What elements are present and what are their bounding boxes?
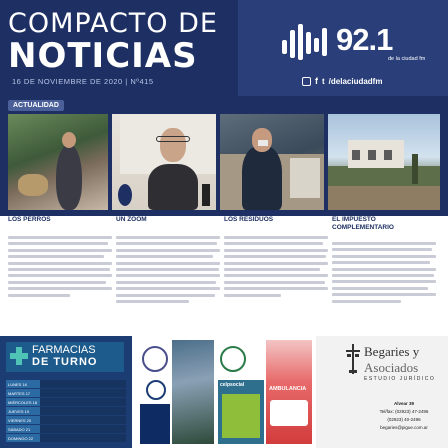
twitter-icon[interactable]: t (322, 76, 325, 86)
legal-name-line2: Asociados (364, 360, 419, 375)
news-section (0, 96, 448, 216)
newsletter-header (0, 0, 448, 96)
article-body-zoom (116, 236, 220, 306)
article-photo-zoom[interactable] (112, 114, 216, 210)
legal-contact (364, 400, 444, 432)
article-photo-dogs[interactable] (8, 114, 108, 210)
article-title-waste[interactable]: LOS RESIDUOS (224, 216, 274, 223)
pharmacy-ad-header (6, 342, 124, 372)
legal-firm-ad[interactable] (316, 336, 448, 448)
legal-address: Alvear 39 (393, 401, 414, 406)
sponsor-logo-1[interactable] (142, 346, 168, 372)
instagram-icon[interactable] (302, 77, 311, 86)
pharmacy-ad[interactable] (0, 336, 132, 448)
sponsor-logo-2[interactable] (146, 380, 166, 400)
issue-date: 16 DE NOVIEMBRE DE 2020 | Nº415 (12, 77, 154, 86)
pharmacy-schedule (6, 380, 126, 443)
radio-logo-area (238, 0, 448, 96)
sponsor-celpsocial[interactable] (218, 380, 264, 444)
pharmacy-row: MIÉRCOLES 18 (6, 398, 126, 406)
article-title-tax-line1: EL IMPUESTO (332, 216, 376, 223)
pharmacy-row: DOMINGO 22 (6, 434, 126, 442)
sponsors-ad[interactable] (134, 336, 314, 448)
pharmacy-row: JUEVES 19 (6, 407, 126, 415)
legal-email[interactable]: begaries@pigue.com.ar (380, 425, 428, 430)
sponsor-logo-coop[interactable] (220, 346, 246, 372)
pharmacy-cross-icon (10, 347, 28, 365)
pharmacy-row: MARTES 17 (6, 389, 126, 397)
pharmacy-row: LUNES 16 (6, 380, 126, 388)
facebook-icon[interactable]: f (315, 76, 318, 86)
pharmacy-title1: FARMACIAS (32, 344, 96, 356)
article-title-dogs[interactable]: LOS PERROS (8, 216, 51, 223)
pharmacy-row: SÁBADO 21 (6, 425, 126, 433)
header-title-line1: COMPACTO DE (8, 8, 218, 39)
legal-subtitle: ESTUDIO JURÍDICO (364, 376, 436, 382)
section-label: ACTUALIDAD (8, 100, 64, 111)
article-title-zoom[interactable]: UN ZOOM (116, 216, 147, 223)
legal-name-line1: Begaries y (364, 344, 420, 359)
legal-phone2[interactable]: (02923) 40-2496 (387, 417, 421, 422)
sponsor-promo[interactable] (140, 404, 170, 444)
radio-frequency: 92.1 (336, 22, 393, 57)
article-photo-tax[interactable] (328, 114, 440, 210)
article-photo-waste[interactable] (220, 114, 324, 210)
social-handle[interactable]: /delaciudadfm (328, 76, 383, 86)
article-title-tax[interactable] (332, 216, 394, 232)
social-row (302, 76, 382, 86)
sponsor-ambulance[interactable] (266, 340, 312, 444)
radio-tagline: de la ciudad fm (388, 56, 426, 62)
article-body-waste (224, 236, 328, 300)
scales-icon (346, 344, 360, 374)
article-title-tax-line2: COMPLEMENTARIO (332, 224, 394, 231)
article-body-tax (332, 242, 436, 306)
header-title-line2: NOTICIAS (8, 36, 198, 76)
sponsor-photo-wheat[interactable] (172, 340, 214, 444)
article-body-dogs (8, 236, 112, 300)
pharmacy-row: VIERNES 20 (6, 416, 126, 424)
legal-phone[interactable]: Tel/fax: (02923) 47-2496 (379, 409, 429, 414)
celpsocial-label: celpsocial (220, 382, 245, 388)
ambulance-label: AMBULANCIA (269, 386, 307, 392)
pharmacy-title2: DE TURNO (32, 356, 98, 368)
